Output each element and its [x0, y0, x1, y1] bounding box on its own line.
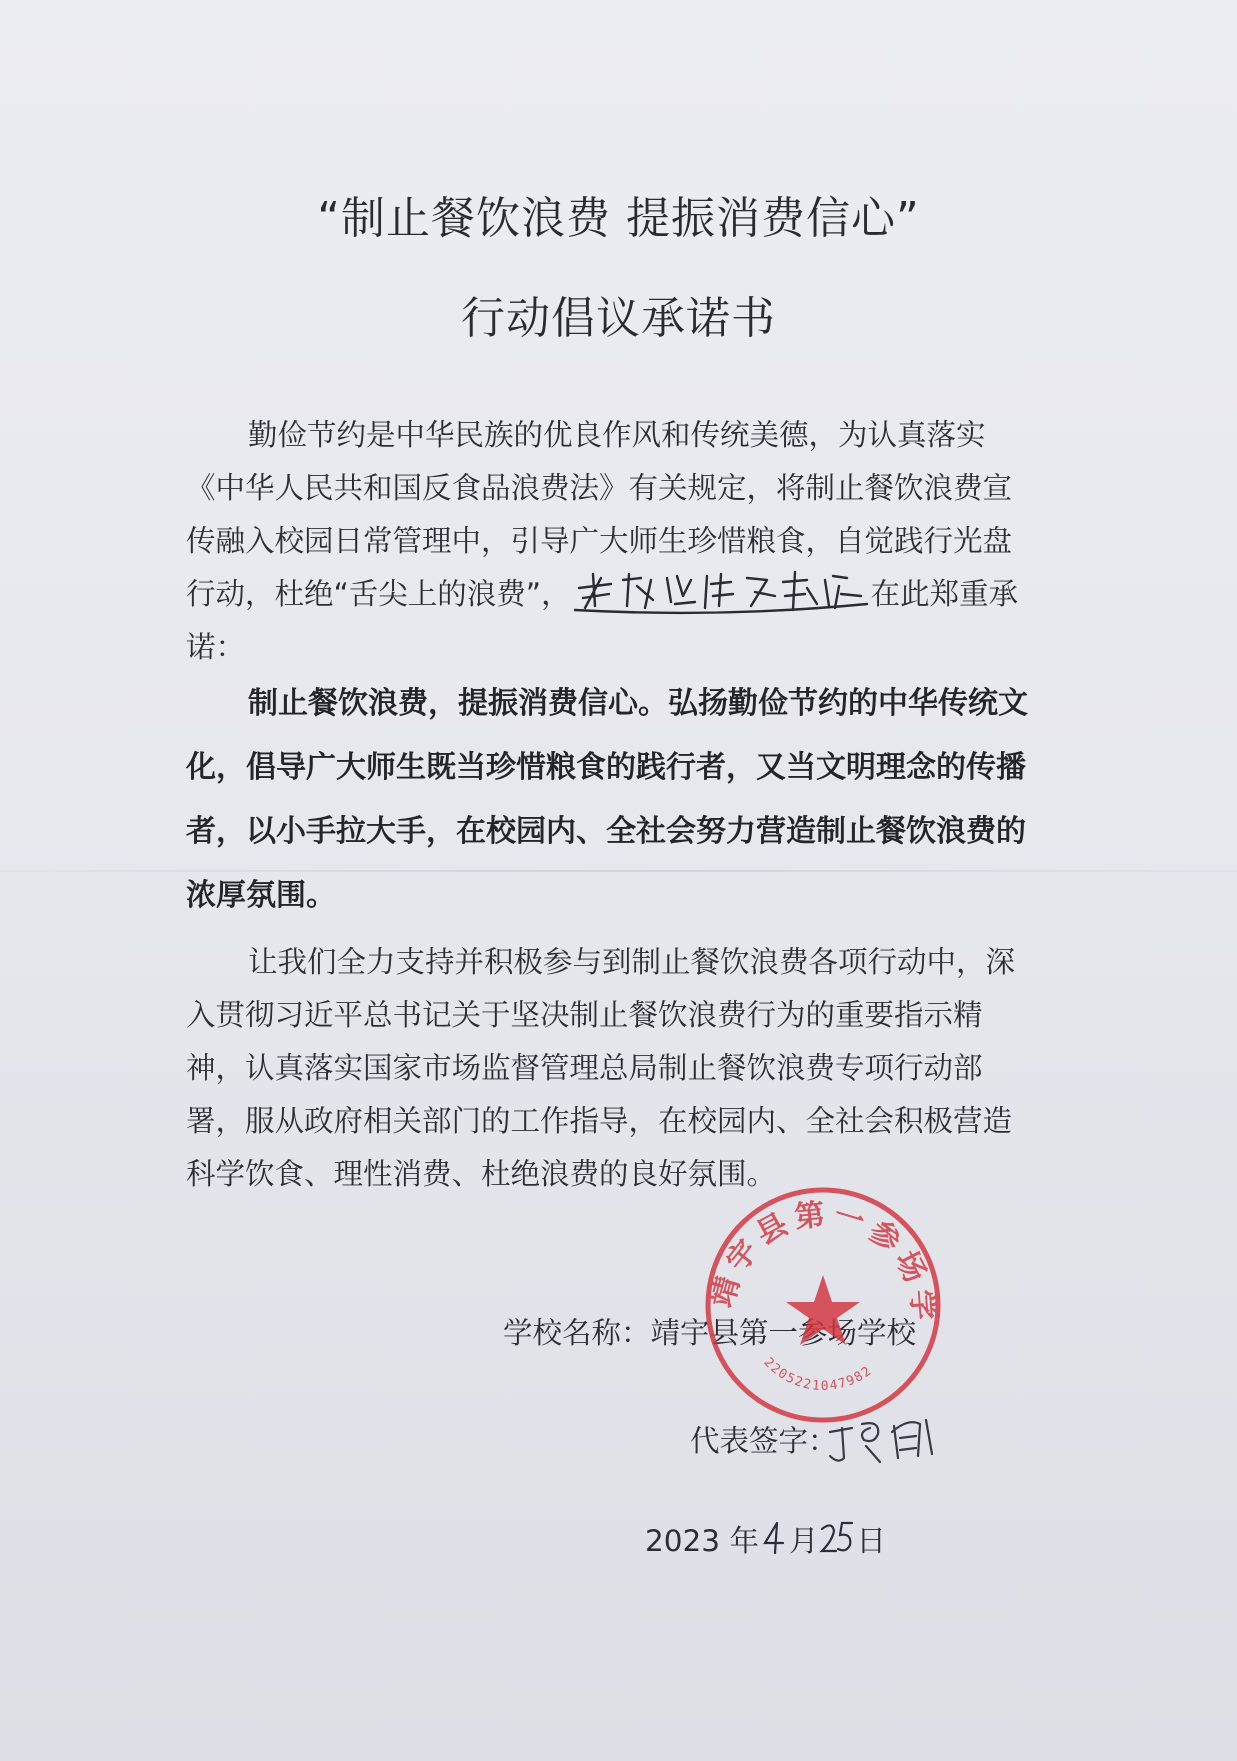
paragraph-2	[186, 672, 1052, 928]
paragraph-1-line1: 勤俭节约是中华民族的优良作风和传统美德，为认真落实	[248, 418, 986, 452]
date-month-handwritten	[759, 1519, 789, 1553]
school-name-value: 靖宇县第一参场学校	[650, 1316, 917, 1350]
paragraph-3-line4: 署，服从政府相关部门的工作指导，在校园内、全社会积极营造	[186, 1104, 1013, 1138]
paragraph-2-line4: 浓厚氛围。	[186, 878, 336, 913]
document-title-line2: 行动倡议承诺书	[461, 293, 776, 344]
official-school-seal	[698, 1180, 948, 1430]
date-month-suffix: 月	[788, 1524, 819, 1558]
paragraph-1-line3: 传融入校园日常管理中，引导广大师生珍惜粮食，自觉践行光盘	[186, 524, 1013, 558]
paragraph-1-line4-end: 在此郑重承	[870, 577, 1019, 611]
paragraph-2-line2: 化，倡导广大师生既当珍惜粮食的践行者，又当文明理念的传播	[186, 750, 1026, 785]
paragraph-1-line2: 《中华人民共和国反食品浪费法》有关规定，将制止餐饮浪费宣	[186, 471, 1013, 505]
seal-text: 靖宇县第一参场学	[705, 1196, 941, 1328]
representative-label: 代表签字：	[690, 1424, 838, 1458]
paragraph-1	[186, 409, 1052, 674]
handwritten-school-staff-signature	[571, 572, 871, 612]
date-day-suffix: 日	[856, 1524, 886, 1558]
document-title-line1: “制止餐饮浪费 提振消费信心”	[317, 193, 920, 244]
paragraph-1-line4	[186, 568, 1052, 621]
seal-number: 2205221047982	[760, 1354, 876, 1395]
paragraph-2-line3: 者，以小手拉大手，在校园内、全社会努力营造制止餐饮浪费的	[186, 814, 1026, 849]
date-day-handwritten	[818, 1519, 856, 1553]
paragraph-3	[186, 936, 1052, 1201]
paragraph-3-line5: 科学饮食、理性消费、杜绝浪费的良好氛围。	[186, 1157, 777, 1191]
date-line	[645, 1518, 886, 1560]
school-name-label: 学校名称：	[503, 1316, 651, 1350]
paragraph-3-line3: 神，认真落实国家市场监督管理总局制止餐饮浪费专项行动部	[186, 1051, 983, 1085]
paragraph-1-line4-start: 行动，杜绝“舌尖上的浪费”，	[186, 577, 571, 611]
paragraph-3-line1: 让我们全力支持并积极参与到制止餐饮浪费各项行动中，深	[248, 945, 1016, 979]
svg-text:2205221047982	[761, 1355, 876, 1394]
paragraph-1-line5: 诺：	[186, 630, 246, 664]
date-year: 2023 年	[645, 1524, 759, 1558]
paragraph-3-line2: 入贯彻习近平总书记关于坚决制止餐饮浪费行为的重要指示精	[186, 998, 983, 1032]
paragraph-2-line1: 制止餐饮浪费，提振消费信心。弘扬勤俭节约的中华传统文	[248, 686, 1028, 721]
